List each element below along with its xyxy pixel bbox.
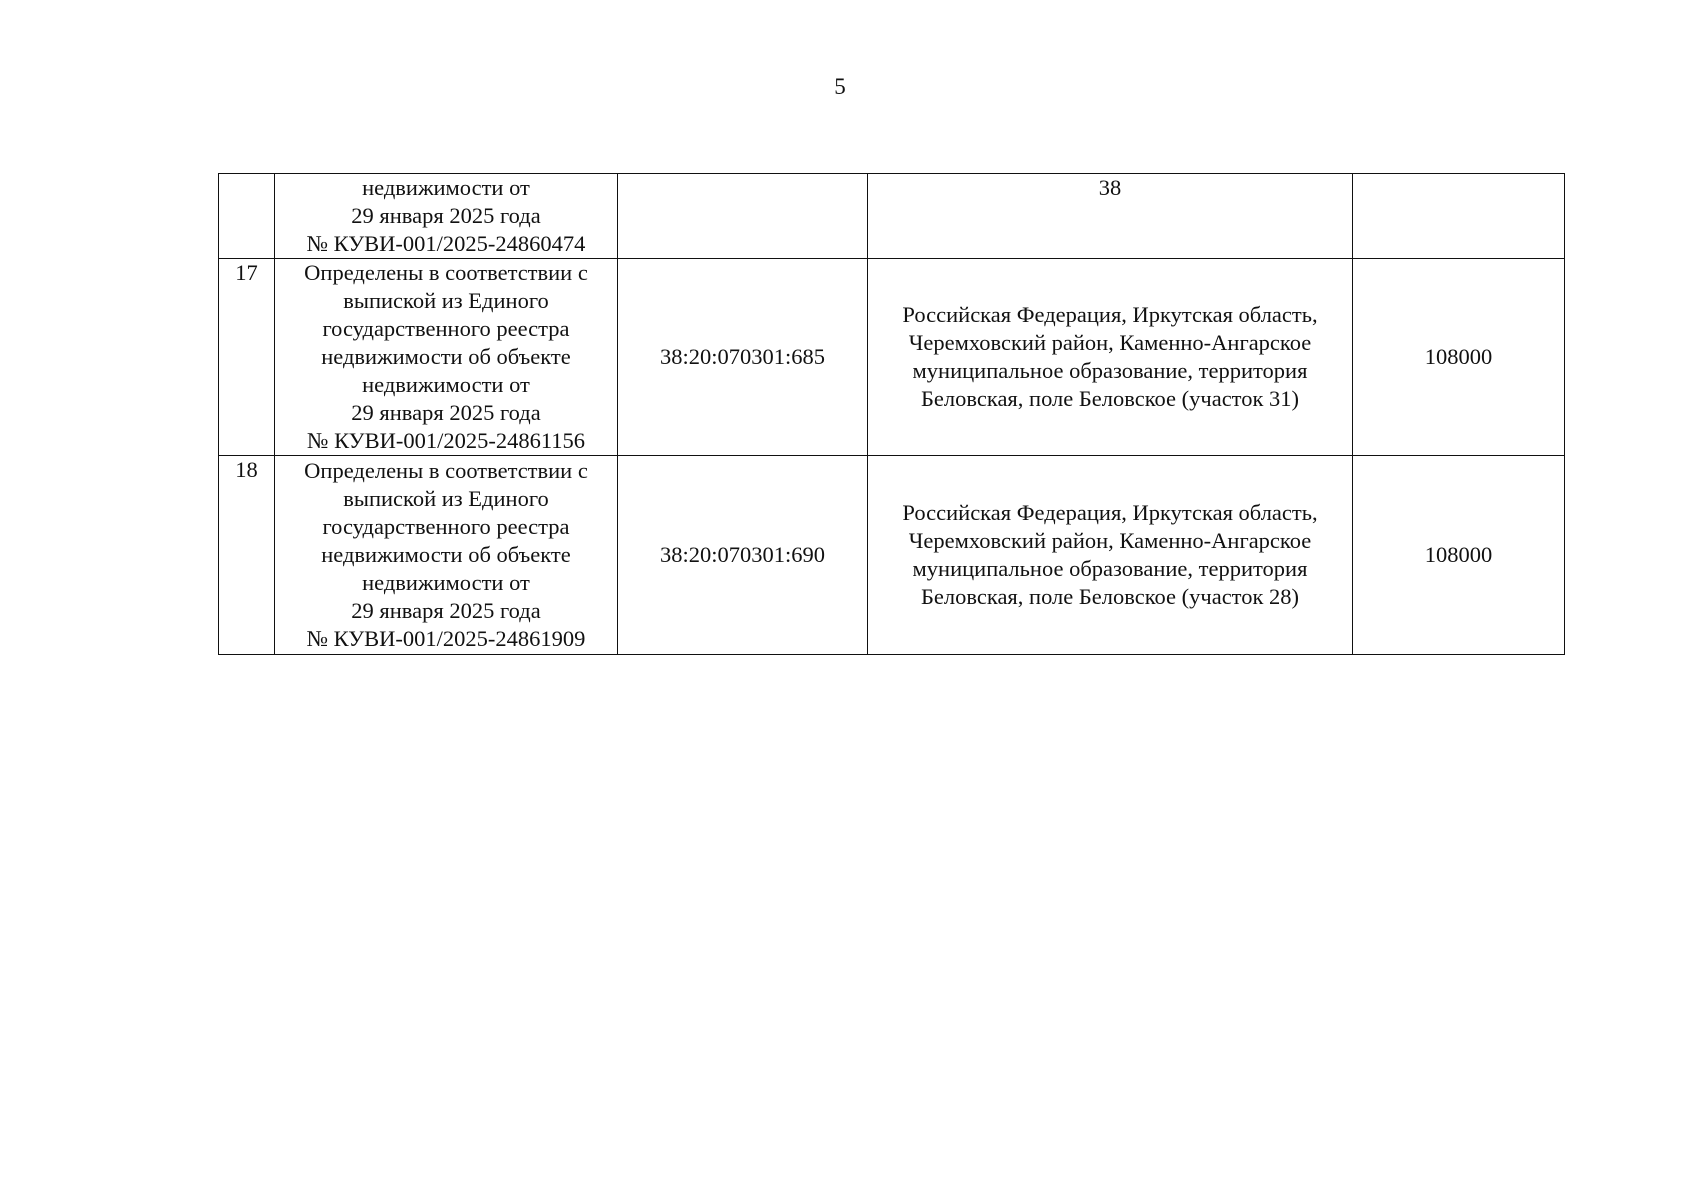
address-cell — [868, 259, 1353, 456]
basis-line: 29 января 2025 года — [351, 400, 541, 425]
basis-line: 29 января 2025 года — [351, 598, 541, 623]
cadastral-number-cell — [618, 174, 868, 259]
address-fragment: 38 — [1098, 175, 1122, 200]
cadastral-number-cell: 38:20:070301:690 — [618, 456, 868, 655]
basis-line: государственного реестра — [322, 514, 570, 539]
basis-line: 29 января 2025 года — [351, 203, 541, 228]
basis-line: выпиской из Единого — [343, 288, 549, 313]
area-cell: 108000 — [1353, 259, 1565, 456]
land-plots-table — [218, 173, 1565, 655]
table-row — [219, 456, 1565, 655]
basis-cell — [275, 174, 618, 259]
address-cell — [868, 456, 1353, 655]
basis-line: № КУВИ-001/2025-24860474 — [306, 231, 586, 256]
basis-line: выпиской из Единого — [343, 486, 549, 511]
address-line: муниципальное образование, территория — [912, 358, 1308, 383]
row-number-cell: 17 — [219, 259, 275, 456]
address-line: Черемховский район, Каменно-Ангарское — [908, 330, 1312, 355]
address-line: Российская Федерация, Иркутская область, — [902, 302, 1318, 327]
address-cell — [868, 174, 1353, 259]
basis-line: № КУВИ-001/2025-24861909 — [306, 626, 586, 651]
address-line: Российская Федерация, Иркутская область, — [902, 500, 1318, 525]
basis-cell — [275, 259, 618, 456]
basis-line: недвижимости от — [362, 570, 530, 595]
basis-line: № КУВИ-001/2025-24861156 — [307, 428, 585, 453]
basis-line: Определены в соответствии с — [304, 458, 588, 483]
address-line: муниципальное образование, территория — [912, 556, 1308, 581]
basis-line: недвижимости от — [362, 372, 530, 397]
row-number-cell — [219, 174, 275, 259]
area-cell — [1353, 174, 1565, 259]
table-row-continuation — [219, 174, 1565, 259]
table-row — [219, 259, 1565, 456]
basis-line: государственного реестра — [322, 316, 570, 341]
area-cell: 108000 — [1353, 456, 1565, 655]
cadastral-number-cell: 38:20:070301:685 — [618, 259, 868, 456]
basis-line: недвижимости об объекте — [321, 542, 571, 567]
address-line: Беловская, поле Беловское (участок 28) — [920, 584, 1300, 609]
basis-line: недвижимости от — [362, 175, 530, 200]
address-line: Беловская, поле Беловское (участок 31) — [920, 386, 1300, 411]
basis-cell — [275, 456, 618, 655]
row-number-cell: 18 — [219, 456, 275, 655]
basis-line: недвижимости об объекте — [321, 344, 571, 369]
address-line: Черемховский район, Каменно-Ангарское — [908, 528, 1312, 553]
page-number: 5 — [834, 74, 846, 99]
basis-line: Определены в соответствии с — [304, 260, 588, 285]
